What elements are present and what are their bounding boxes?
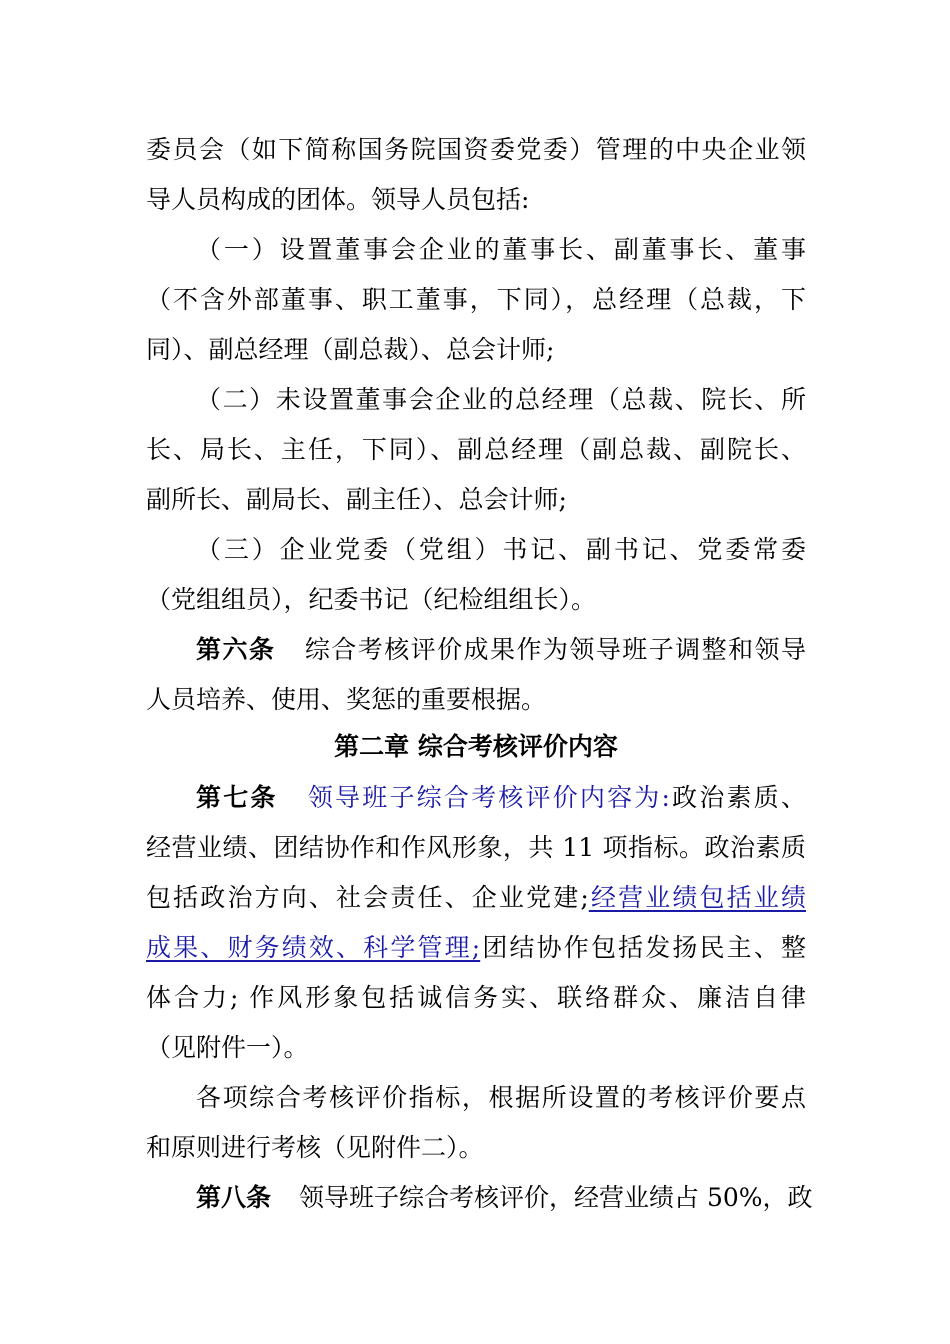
paragraph-line: 委员会（如下简称国务院国资委党委）管理的中央企业领 — [146, 135, 806, 164]
article-label: 第八条 — [196, 1183, 272, 1212]
paragraph-line: 各项综合考核评价指标，根据所设置的考核评价要点 — [196, 1083, 806, 1112]
paragraph-line: （党组组员），纪委书记（纪检组组长）。 — [146, 585, 597, 614]
article-text: 领导班子综合考核评价，经营业绩占 50%，政 — [299, 1183, 813, 1212]
list-item-one: （一）设置董事会企业的董事长、副董事长、董事 — [196, 235, 806, 264]
highlighted-text: 领导班子综合考核评价内容为: — [305, 783, 670, 812]
paragraph-line — [146, 926, 806, 970]
paragraph-line — [146, 876, 806, 920]
article-six — [196, 628, 806, 672]
paragraph-line: 导人员构成的团体。领导人员包括: — [146, 185, 530, 214]
paragraph-line: 和原则进行考核（见附件二）。 — [146, 1133, 484, 1162]
business-performance-link[interactable]: 经营业绩包括业绩 — [588, 883, 806, 912]
article-label: 第六条 — [196, 635, 276, 664]
article-label: 第七条 — [196, 783, 278, 812]
article-text: 综合考核评价成果作为领导班子调整和领导 — [303, 635, 806, 664]
line-text: 包括政治方向、社会责任、企业党建; — [146, 883, 589, 912]
chapter-heading: 第二章 综合考核评价内容 — [334, 732, 618, 761]
article-eight — [196, 1176, 813, 1220]
paragraph-line: 经营业绩、团结协作和作风形象，共 11 项指标。政治素质 — [146, 833, 806, 862]
paragraph-line: 同）、副总经理（副总裁）、总会计师; — [146, 335, 555, 364]
article-text: 政治素质、 — [669, 783, 806, 812]
list-item-two: （二）未设置董事会企业的总经理（总裁、院长、所 — [196, 385, 806, 414]
paragraph-line: 体合力; 作风形象包括诚信务实、联络群众、廉洁自律 — [146, 983, 806, 1012]
paragraph-line: 人员培养、使用、奖惩的重要根据。 — [146, 685, 547, 714]
article-seven — [196, 776, 806, 820]
paragraph-line: （不含外部董事、职工董事，下同），总经理（总裁，下 — [146, 285, 806, 314]
list-item-three: （三）企业党委（党组）书记、副书记、党委常委 — [196, 535, 806, 564]
paragraph-line: 长、局长、主任，下同）、副总经理（副总裁、副院长、 — [146, 435, 806, 464]
business-performance-link-continued[interactable]: 成果、财务绩效、科学管理; — [146, 933, 481, 962]
line-text: 团结协作包括发扬民主、整 — [480, 933, 806, 962]
paragraph-line: 副所长、副局长、副主任）、总会计师; — [146, 485, 567, 514]
paragraph-line: （见附件一）。 — [146, 1033, 309, 1062]
